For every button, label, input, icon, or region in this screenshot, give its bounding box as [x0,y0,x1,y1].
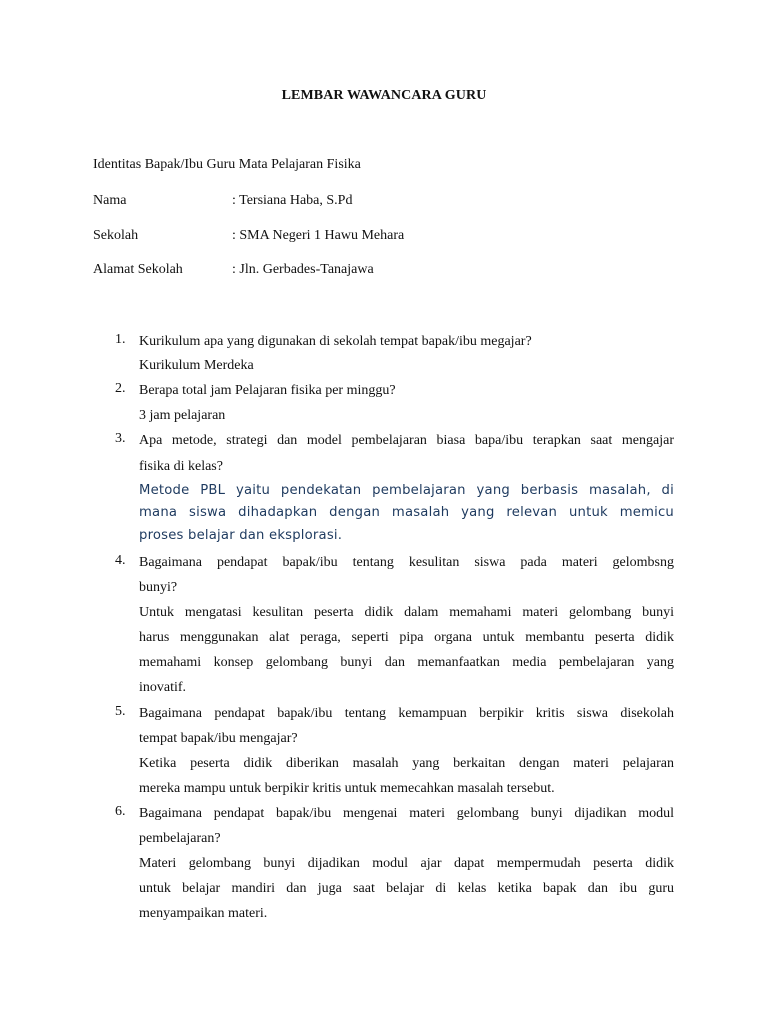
question-text: bunyi? [139,580,178,595]
field-label: Alamat Sekolah [93,262,183,277]
field-label: Sekolah [93,228,139,243]
item-number: 1. [115,332,126,347]
item-number: 2. [115,381,126,396]
field-row-alamat [93,262,693,282]
answer-text: Materi gelombang bunyi dijadikan modul ajar dapat mempermudah peserta didik [139,856,674,871]
answer-text: harus menggunakan alat peraga, seperti pipa organa untuk membantu peserta didik [139,630,674,645]
answer-text: Metode PBL yaitu pendekatan pembelajaran yang berbasis masalah, di [139,483,674,498]
question-text: Bagaimana pendapat bapak/ibu mengenai materi gelombang bunyi dijadikan modul [139,806,674,821]
field-value: : SMA Negeri 1 Hawu Mehara [232,228,405,243]
item-number: 5. [115,704,126,719]
question-text: Apa metode, strategi dan model pembelajaran biasa bapa/ibu terapkan saat mengajar [139,433,674,448]
page-title: LEMBAR WAWANCARA GURU [281,88,487,103]
answer-text: untuk belajar mandiri dan juga saat belajar di kelas ketika bapak dan ibu guru [139,881,674,896]
answer-text: inovatif. [139,680,187,695]
question-text: Berapa total jam Pelajaran fisika per minggu? [139,383,396,398]
field-label: Nama [93,193,127,208]
question-text: Bagaimana pendapat bapak/ibu tentang kemampuan berpikir kritis siswa disekolah [139,706,674,721]
field-row-sekolah [93,228,693,248]
answer-text: mereka mampu untuk berpikir kritis untuk memecahkan masalah tersebut. [139,781,555,796]
question-text: pembelajaran? [139,831,221,846]
answer-text: Ketika peserta didik diberikan masalah yang berkaitan dengan materi pelajaran [139,756,674,771]
question-text: Bagaimana pendapat bapak/ibu tentang kesulitan siswa pada materi gelombsng [139,555,674,570]
answer-text: mana siswa dihadapkan dengan masalah yang relevan untuk memicu [139,505,674,520]
field-value: : Tersiana Haba, S.Pd [232,193,353,208]
answer-text: proses belajar dan eksplorasi. [139,528,343,543]
field-value: : Jln. Gerbades-Tanajawa [232,262,374,277]
question-text: Kurikulum apa yang digunakan di sekolah tempat bapak/ibu megajar? [139,334,532,349]
question-text: tempat bapak/ibu mengajar? [139,731,298,746]
identity-heading: Identitas Bapak/Ibu Guru Mata Pelajaran Fisika [93,157,361,172]
item-number: 3. [115,431,126,446]
answer-text: menyampaikan materi. [139,906,268,921]
item-number: 6. [115,804,126,819]
answer-text: Untuk mengatasi kesulitan peserta didik dalam memahami materi gelombang bunyi [139,605,674,620]
answer-text: Kurikulum Merdeka [139,358,254,373]
question-text: fisika di kelas? [139,459,223,474]
answer-text: memahami konsep gelombang bunyi dan memanfaatkan media pembelajaran yang [139,655,674,670]
answer-text: 3 jam pelajaran [139,408,226,423]
field-row-nama [93,193,693,213]
item-number: 4. [115,553,126,568]
